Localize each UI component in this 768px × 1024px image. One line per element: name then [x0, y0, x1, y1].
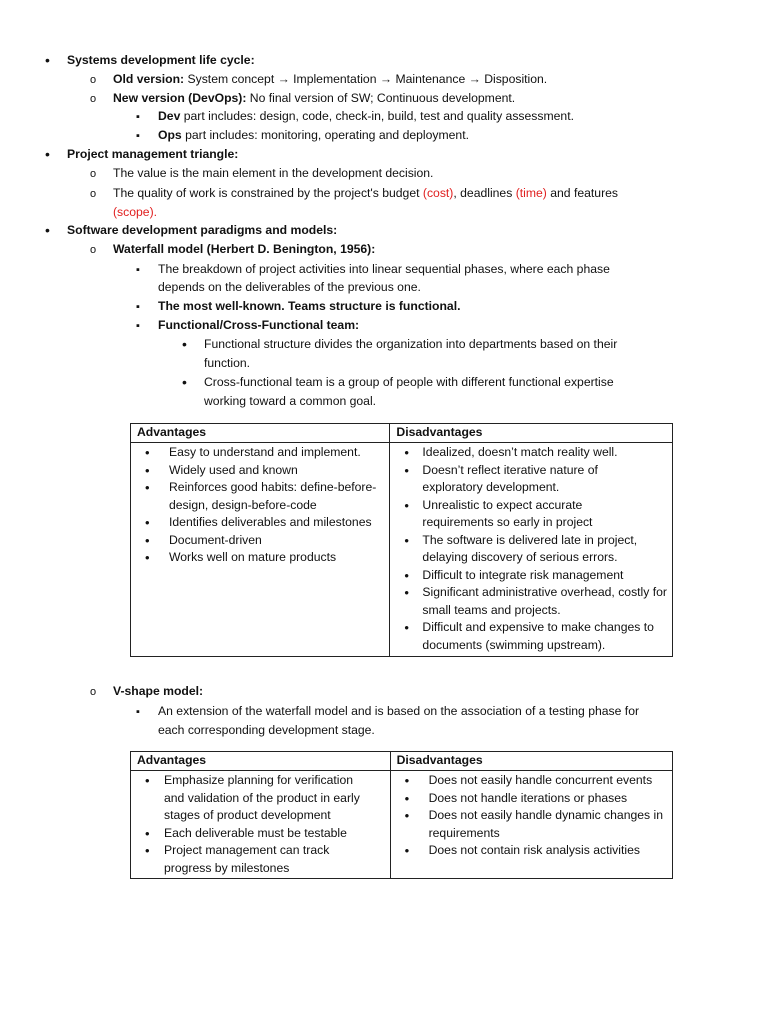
waterfall-disadvantages-header: Disadvantages	[390, 424, 673, 443]
list-item: • Idealized, doesn’t match reality well.	[390, 444, 672, 462]
new-version-text: No final version of SW; Continuous development.	[246, 91, 516, 105]
square-bullet-icon	[136, 298, 140, 316]
list-item: • Each deliverable must be testable	[131, 825, 390, 843]
waterfall-known-text: The most well-known. Teams structure is functional.	[158, 299, 461, 313]
list-item: • Does not contain risk analysis activities	[391, 842, 672, 860]
pmt-value-text: The value is the main element in the development decision.	[113, 166, 434, 180]
bullet-icon	[45, 222, 50, 240]
bullet-icon	[182, 336, 187, 354]
list-item: • Does not easily handle dynamic changes in requirements	[391, 807, 672, 842]
dev-text: part includes: design, code, check-in, build, test and quality assessment.	[180, 109, 574, 123]
circle-bullet-icon	[90, 185, 96, 203]
list-item: • Significant administrative overhead, costly for small teams and projects.	[390, 584, 672, 619]
vshape-advantages-cell	[131, 771, 391, 879]
functional-text-2: function.	[204, 356, 251, 370]
vshape-desc-text-2: each corresponding development stage.	[158, 723, 375, 737]
bullet-icon	[182, 374, 187, 392]
list-item: • Project management can track progress by milestones	[131, 842, 390, 877]
waterfall-desc-text-1: The breakdown of project activities into linear sequential phases, where each phase	[158, 262, 610, 276]
list-item: • Widely used and known	[131, 462, 389, 480]
waterfall-table	[130, 423, 673, 657]
square-bullet-icon	[136, 261, 140, 279]
list-item: • Difficult to integrate risk management	[390, 567, 672, 585]
list-item: • Reinforces good habits: define-before- design, design-before-code	[131, 479, 389, 514]
circle-bullet-icon	[90, 683, 96, 701]
square-bullet-icon	[136, 703, 140, 721]
scope-period: .	[153, 205, 158, 219]
circle-bullet-icon	[90, 241, 96, 259]
bullet-icon	[45, 52, 50, 70]
old-version-label: Old version:	[113, 72, 185, 86]
old-version-text: System concept → Implementation → Maintenance → Disposition.	[184, 72, 548, 86]
cost-term: (cost)	[422, 186, 454, 200]
vshape-title: V-shape model:	[113, 684, 204, 698]
list-item: • Emphasize planning for verification and validation of the product in early stages of product development	[131, 772, 390, 825]
list-item: • Easy to understand and implement.	[131, 444, 389, 462]
square-bullet-icon	[136, 108, 140, 126]
waterfall-desc-text-2: depends on the deliverables of the previous one.	[158, 280, 421, 294]
vshape-desc-text-1: An extension of the waterfall model and is based on the association of a testing phase for	[158, 704, 640, 718]
list-item: • Doesn’t reflect iterative nature of exploratory development.	[390, 462, 672, 497]
square-bullet-icon	[136, 317, 140, 335]
list-item: • Identifies deliverables and milestones	[131, 514, 389, 532]
circle-bullet-icon	[90, 90, 96, 108]
list-item: • Works well on mature products	[131, 549, 389, 567]
cross-text-1: Cross-functional team is a group of people with different functional expertise	[204, 375, 614, 389]
pmt-quality-text: The quality of work is constrained by the project's budget	[113, 186, 423, 200]
waterfall-disadvantages-cell	[390, 443, 673, 657]
pmt-quality-text-b: , deadlines	[453, 186, 516, 200]
paradigms-title: Software development paradigms and models:	[67, 223, 338, 237]
circle-bullet-icon	[90, 165, 96, 183]
waterfall-title: Waterfall model (Herbert D. Benington, 1956):	[113, 242, 376, 256]
list-item: • Document-driven	[131, 532, 389, 550]
bullet-icon	[45, 146, 50, 164]
dev-label: Dev	[158, 109, 181, 123]
waterfall-advantages-cell	[131, 443, 390, 657]
ops-text: part includes: monitoring, operating and deployment.	[181, 128, 469, 142]
pmt-quality-text-c: and features	[546, 186, 619, 200]
pmt-title: Project management triangle:	[67, 147, 239, 161]
list-item: • Difficult and expensive to make changes to documents (swimming upstream).	[390, 619, 672, 654]
new-version-label: New version (DevOps):	[113, 91, 247, 105]
waterfall-team-text: Functional/Cross-Functional team:	[158, 318, 360, 332]
vshape-disadvantages-cell	[390, 771, 672, 879]
list-item: • Does not easily handle concurrent events	[391, 772, 672, 790]
list-item: • Does not handle iterations or phases	[391, 790, 672, 808]
list-item: • The software is delivered late in project, delaying discovery of serious errors.	[390, 532, 672, 567]
waterfall-advantages-header: Advantages	[131, 424, 390, 443]
list-item: • Unrealistic to expect accurate requirements so early in project	[390, 497, 672, 532]
square-bullet-icon	[136, 127, 140, 145]
functional-text-1: Functional structure divides the organization into departments based on their	[204, 337, 618, 351]
circle-bullet-icon	[90, 71, 96, 89]
time-term: (time)	[515, 186, 547, 200]
vshape-disadvantages-header: Disadvantages	[390, 752, 672, 771]
vshape-advantages-header: Advantages	[131, 752, 391, 771]
sdlc-title: Systems development life cycle:	[67, 53, 255, 67]
ops-label: Ops	[158, 128, 182, 142]
cross-text-2: working toward a common goal.	[204, 394, 377, 408]
vshape-table	[130, 751, 673, 879]
scope-term: (scope)	[113, 205, 154, 219]
